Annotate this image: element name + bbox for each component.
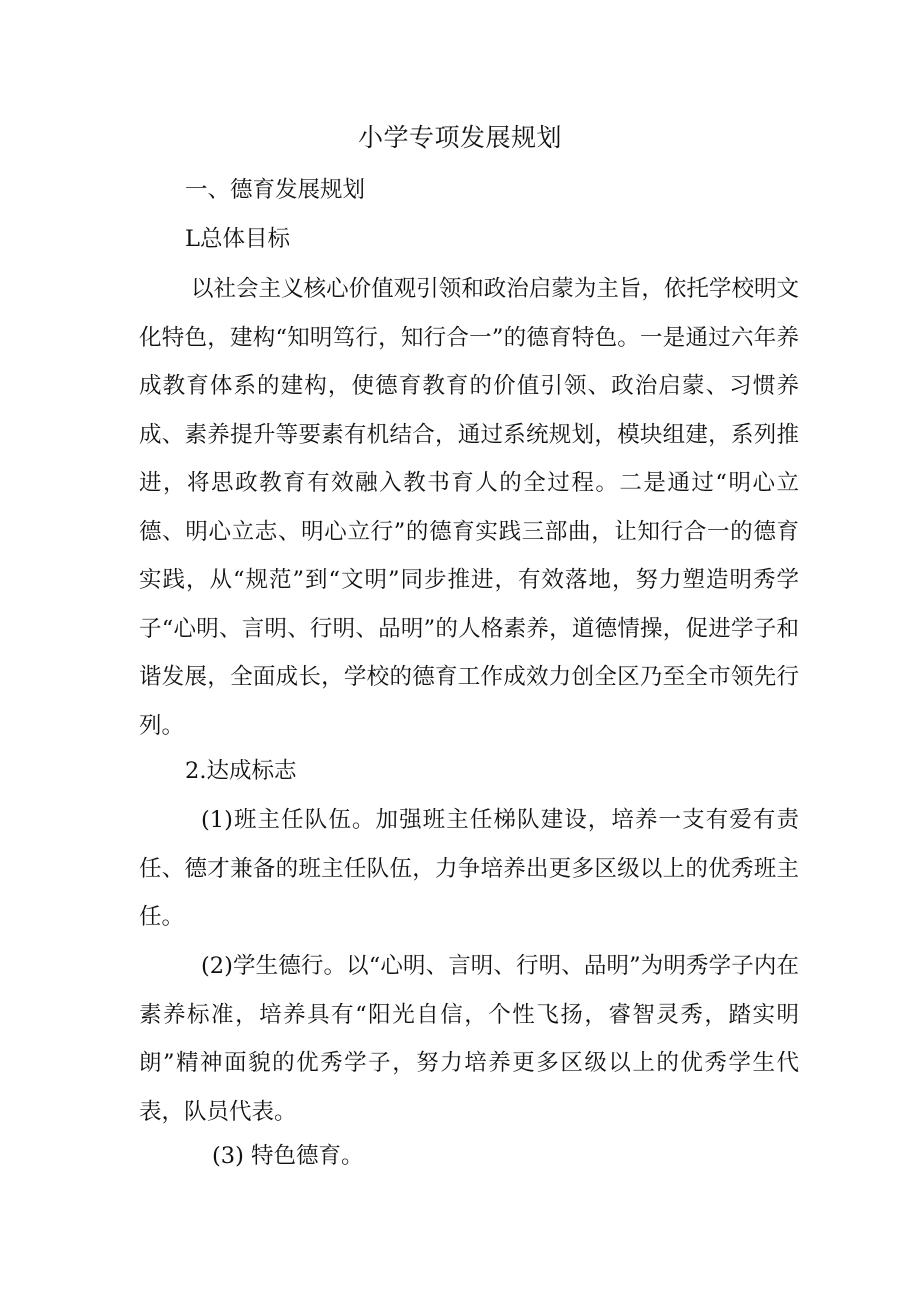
subheading-achievement-markers: 2.达成标志 [185,758,297,784]
document-title: 小学专项发展规划 [357,123,562,152]
paragraph-head-teacher-team: (1)班主任队伍。加强班主任梯队建设，培养一支有爱有责任、德才兼备的班主任队伍，力争培养出更多区级以上的优秀班主任。 [139,807,799,930]
paragraph-student-virtue: (2)学生德行。以“心明、言明、行明、品明”为明秀学子内在素养标准，培养具有“阳光自信，个性飞扬，睿智灵秀，踏实明朗”精神面貌的优秀学子，努力培养更多区级以上的优秀学生代表，队员代表。 [139,953,799,1125]
item-heading-featured-moral-education: (3) 特色德育。 [212,1143,364,1169]
paragraph-overall-goal: 以社会主义核心价值观引领和政治启蒙为主旨，依托学校明文化特色，建构“知明笃行，知行合一”的德育特色。一是通过六年养成教育体系的建构，使德育教育的价值引领、政治启蒙、习惯养成、素养提升等要素有机结合，通过系统规划，模块组建，系列推进，将思政教育有效融入教书育人的全过程。二是通过“明心立德、明心立志、明心立行”的德育实践三部曲，让知行合一的德育实践，从“规范”到“文明”同步推进，有效落地，努力塑造明秀学子“心明、言明、行明、品明”的人格素养，道德情操，促进学子和谐发展，全面成长，学校的德育工作成效力创全区乃至全市领先行列。 [139,276,799,739]
subheading-overall-goal: L总体目标 [185,226,290,252]
section-heading-moral-education: 一、德育发展规划 [185,177,366,203]
